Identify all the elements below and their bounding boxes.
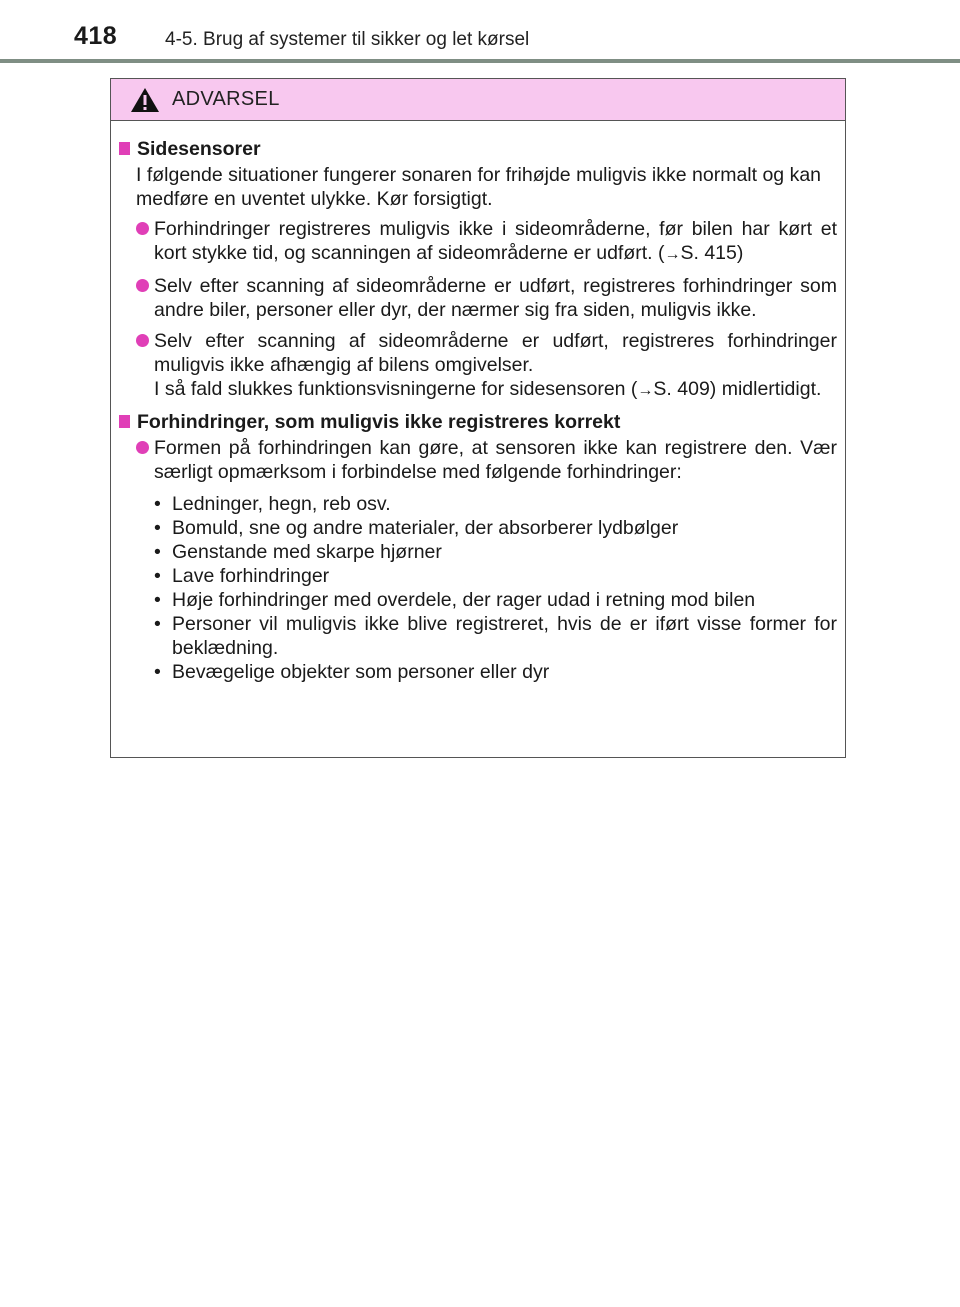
section-heading-text: Sidesensorer [137, 138, 261, 160]
circle-bullet-icon [136, 441, 149, 454]
sub-list-item-text: Bomuld, sne og andre materialer, der absorberer lydbølger [172, 517, 679, 539]
text-segment: Selv efter scanning af sideområderne er udført, registreres forhindringer muligvis ikke afhængig af bilens omgivelser. [154, 330, 837, 376]
bullet-mark: • [154, 613, 161, 635]
list-item [119, 274, 837, 322]
bullet-mark: • [154, 565, 161, 587]
warning-header [111, 79, 845, 121]
sub-list-item-text: Personer vil muligvis ikke blive registreret, hvis de er iført visse former for beklædning. [172, 613, 837, 659]
sub-list-item-text: Genstande med skarpe hjørner [172, 541, 442, 563]
circle-bullet-icon [136, 279, 149, 292]
text-segment: Formen på forhindringen kan gøre, at sensoren ikke kan registrere den. Vær særligt opmærksom i forbindelse med følgende forhindringer: [154, 437, 837, 483]
page-reference: S. 409) midlertidigt. [653, 378, 822, 400]
list-item-text [154, 329, 837, 403]
arrow-right-icon: → [637, 382, 654, 399]
square-bullet-icon [119, 142, 130, 155]
bullet-mark: • [154, 541, 161, 563]
list-item [119, 217, 837, 267]
sub-list-item [154, 516, 837, 540]
text-line [154, 377, 837, 403]
page-number: 418 [74, 22, 118, 50]
bullet-mark: • [154, 493, 161, 515]
sub-list-item-text: Lave forhindringer [172, 565, 330, 587]
section-heading-sidesensorer [119, 137, 837, 161]
list-item-text [154, 436, 837, 684]
bullet-mark: • [154, 589, 161, 611]
list-item [119, 436, 837, 684]
square-bullet-icon [119, 415, 130, 428]
page-header [0, 0, 960, 64]
sub-list-item [154, 612, 837, 660]
sub-list-item-text: Bevægelige objekter som personer eller dyr [172, 661, 550, 683]
circle-bullet-icon [136, 222, 149, 235]
section-heading-text: Forhindringer, som muligvis ikke registreres korrekt [137, 411, 621, 433]
header-rule [0, 59, 960, 63]
page-reference: S. 415) [680, 242, 744, 264]
warning-body [111, 121, 845, 684]
sub-list-item [154, 540, 837, 564]
warning-triangle-icon [130, 87, 160, 113]
section-intro: I følgende situationer fungerer sonaren for frihøjde muligvis ikke normalt og kan medføre en uventet ulykke. Kør forsigtigt. [136, 164, 822, 210]
sub-list-item [154, 564, 837, 588]
chapter-title: 4-5. Brug af systemer til sikker og let kørsel [165, 29, 530, 50]
warning-title: ADVARSEL [172, 88, 280, 110]
warning-box [110, 78, 846, 758]
text-segment: I så fald slukkes funktionsvisningerne for sidesensoren ( [154, 378, 638, 400]
section-heading-forhindringer [119, 410, 837, 434]
arrow-right-icon: → [664, 246, 681, 263]
bullet-mark: • [154, 517, 161, 539]
sub-list-item [154, 588, 837, 612]
obstacle-list [154, 492, 837, 684]
circle-bullet-icon [136, 334, 149, 347]
bullet-mark: • [154, 661, 161, 683]
sub-list-item [154, 492, 837, 516]
list-item-text [154, 217, 837, 267]
list-item [119, 329, 837, 403]
text-segment: Forhindringer registreres muligvis ikke i sideområderne, før bilen har kørt et kort stykke tid, og scanningen af sideområderne er udført. ( [154, 218, 837, 264]
sub-list-item-text: Ledninger, hegn, reb osv. [172, 493, 391, 515]
sub-list-item-text: Høje forhindringer med overdele, der rager udad i retning mod bilen [172, 589, 756, 611]
sub-list-item [154, 660, 837, 684]
list-item-text: Selv efter scanning af sideområderne er udført, registreres forhindringer som andre biler, personer eller dyr, der nærmer sig fra siden, muligvis ikke. [154, 275, 837, 321]
